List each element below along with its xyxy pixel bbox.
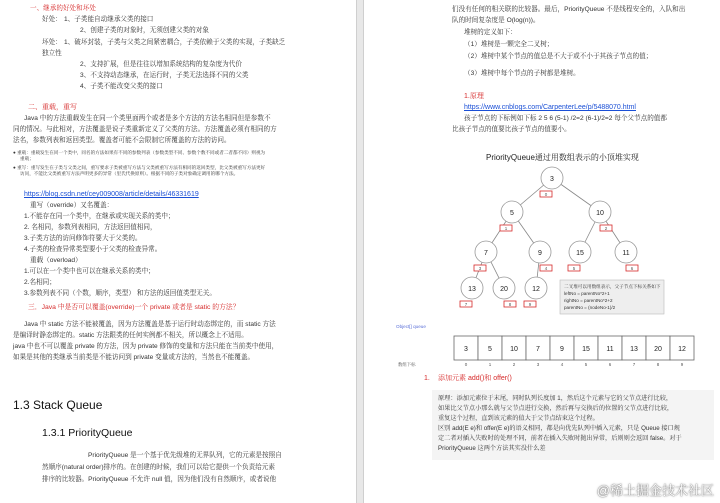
add-para-line: 重复这个过程，直到该元素的值大于父节点结束这个过程。 (438, 415, 599, 422)
static-para-line: Java 中 static 方法不能被覆盖，因为方法覆盖是基于运行时动态绑定的，而 static 方法 (24, 321, 276, 328)
pq-para-line: 然顺序(natural order)排序的。在创建的时候，我们可以给它提供一个负责给元素 (42, 464, 275, 471)
override-rule: 4.子类的检查异常类型要小于父类的检查异常。 (24, 246, 162, 253)
tree-index-label: 0 (544, 192, 548, 197)
drawback-label: 坏处： (42, 39, 62, 46)
heap-diagram (364, 160, 720, 370)
figure-title: PriorityQueue通过用数组表示的小顶堆实现 (486, 153, 639, 162)
array-cell-value: 3 (464, 346, 468, 353)
static-para-line: java 中也不可以覆盖 private 的方法，因为 private 修饰的变量和方法只能在当前类中使用， (13, 343, 279, 350)
bullet-override (13, 165, 265, 177)
formula-line: parentNo = (nodeNo-1)/2 (564, 305, 616, 310)
add-heading: 添加元素 add()和 offer() (438, 375, 512, 382)
tree-index-label: 3 (478, 266, 482, 271)
principle-para-line: 比孩子节点的值要比孩子节点的值要小。 (452, 126, 571, 133)
overload-title: 重载（overload） (30, 257, 82, 264)
heap-def-item: （1）堆树是一颗完全二叉树； (464, 41, 554, 48)
drawback-item: 4、子类不能改变父类的接口 (80, 83, 163, 90)
array-cell-value: 7 (536, 346, 540, 353)
watermark: @稀土掘金技术社区 (596, 483, 714, 498)
array-index: 2 (512, 362, 516, 367)
tree-index-label: 5 (572, 266, 576, 271)
tree-index-label: 9 (528, 302, 532, 307)
benefit-item: 1、子类能自动继承父类的接口 (64, 16, 154, 23)
bullet-dot-icon: ● (13, 150, 16, 155)
overload-rule: 3.参数列表不同（个数，顺序，类型） 和方法的返回值类型无关。 (24, 290, 216, 297)
override-para-line: 同的情况。与此相对，方法覆盖是说子类重新定义了父类的方法。方法覆盖必须有相同的方 (13, 126, 277, 133)
array-cell-value: 5 (488, 346, 492, 353)
drawback-item: 3、不支持动态继承，在运行时，子类无法选择不同的父类 (80, 72, 249, 79)
benefit-item: 2、创建子类的对象时，无须创建父类的对象 (80, 27, 209, 34)
tree-index-label: 8 (508, 302, 512, 307)
bullet-text: 访问，不能比父类被重写方法声明更多的异常（里氏代换原则）。根据不同的子类对象确定调用的哪个方法。 (20, 171, 239, 176)
section-title: 1.3 Stack Queue (13, 398, 103, 412)
tree-node-value: 7 (484, 250, 488, 257)
array-index: 9 (680, 362, 684, 367)
bullet-text: 重写：重写发生在子类与父类之间，重写要求子类被重写方法与父类被重写方法有相同的返回类型，比父类被重写方法更好 (17, 165, 266, 170)
principle-para-line: 孩子节点的下标例如下标 2 5 6 (5-1) /2=2 (6-1)/2=2 每个父节点的值都 (464, 115, 667, 122)
tree-node-value: 9 (538, 250, 542, 257)
heap-def-item: （2）堆树中某个节点的值总是不大于或不小于其孩子节点的值； (464, 53, 653, 60)
benefit-label: 好处： (42, 16, 62, 23)
overload-rule: 2.名相同； (24, 279, 56, 286)
array-index: 4 (560, 362, 564, 367)
array-index: 3 (536, 362, 540, 367)
reference-link[interactable]: https://blog.csdn.net/cey009008/article/details/46331619 (24, 191, 199, 198)
array-cell-value: 15 (582, 346, 590, 353)
add-para-line: 原理：添加元素位于末尾，同时队列长度加 1，然后这个元素与它的父节点进行比较， (438, 395, 673, 402)
tree-node-value: 20 (500, 286, 508, 293)
override-rules-title: 重写（override）又名覆盖： (30, 202, 114, 209)
tree-index-label: 7 (464, 302, 468, 307)
top-para-line: 队的时间复杂度是 O(log(n))。 (452, 17, 540, 24)
tree-node-value: 11 (622, 250, 630, 257)
subsection-title: 1.3.1 PriorityQueue (42, 427, 133, 439)
tree-index-label: 2 (604, 226, 608, 231)
override-para-line: 法名，参数列表和返回类型。覆盖者可能不会限制它所覆盖的方法的访问。 (13, 137, 231, 144)
array-index: 5 (584, 362, 588, 367)
add-para-line: 区别 add(E e)和 offer(E e)的语义相同，都是向优先队列中插入元素，只是 Queue 接口规 (438, 425, 680, 432)
array-cell-value: 12 (678, 346, 686, 353)
override-rule: 3.子类方法的访问修饰符要大于父类的。 (24, 235, 142, 242)
principle-link[interactable]: https://www.cnblogs.com/CarpenterLee/p/5488070.html (464, 104, 636, 111)
bullet-text: 重载； (20, 156, 34, 161)
array-index: 8 (656, 362, 660, 367)
formula-line: leftNo = parentNo*2+1 (564, 291, 610, 296)
array-index: 6 (608, 362, 612, 367)
array-index: 1 (488, 362, 492, 367)
add-heading-number: 1. (424, 375, 430, 382)
pq-para-line: PriorityQueue 是一个基于优先级堆的无界队列，它的元素是按照自 (88, 452, 282, 459)
overload-rule: 1.可以在一个类中也可以在继承关系的类中； (24, 268, 155, 275)
drawback-item: 独立性 (42, 50, 62, 57)
array-row-label: 数组下标 (398, 362, 416, 367)
add-para-line: 如果比父节点小那么就与父节点进行交换，然后再与交换后的位置的父节点进行比较， (438, 405, 674, 412)
array-label: Object[] queue (396, 324, 426, 329)
drawback-item: 2、支持扩展，但是往往以增加系统结构的复杂度为代价 (80, 61, 242, 68)
static-para-line: 如果是其他的类继承当前类是不能访问到 private 变量或方法的，当然也不能覆盖。 (13, 354, 255, 361)
principle-heading: 1.原理 (464, 93, 484, 100)
page-gutter (356, 0, 364, 503)
heap-def-item: （3）堆树中每个节点的子树都是堆树。 (464, 70, 580, 77)
tree-node-value: 5 (510, 210, 514, 217)
tree-node-value: 15 (576, 250, 584, 257)
static-para-line: 是编译时静态绑定的。static 方法跟类的任何实例都不相关，所以概念上不适用。 (13, 332, 248, 339)
bullet-dot-icon: ● (13, 165, 16, 170)
tree-index-label: 1 (504, 226, 508, 231)
array-row (396, 324, 694, 368)
array-cell-value: 10 (510, 346, 518, 353)
tree-node-value: 3 (550, 176, 554, 183)
heap-def-title: 堆树的定义如下： (464, 29, 517, 36)
array-cell-value: 20 (654, 346, 662, 353)
inherit-heading: 一、继承的好处和坏处 (30, 5, 96, 12)
array-cell-value: 9 (560, 346, 564, 353)
array-cell-value: 13 (630, 346, 638, 353)
formula-box (560, 280, 664, 314)
top-para-line: 们没有任何的相关联的比较器。最后，PriorityQueue 不是线程安全的，入队和出 (452, 6, 686, 13)
tree-node-value: 12 (532, 286, 540, 293)
array-index: 0 (464, 362, 468, 367)
right-page (364, 0, 720, 503)
array-index: 7 (632, 362, 636, 367)
add-para-line: 定二者对插入失败时的处理不同，前者在插入失败时抛出异常，后则则会返回 false。对于 (438, 435, 682, 442)
tree-node-value: 13 (468, 286, 476, 293)
tree-index-label: 4 (544, 266, 548, 271)
tree-node-value: 10 (596, 210, 604, 217)
override-rule: 2. 名相同，参数列表相同，方法返回值相同， (24, 224, 157, 231)
bullet-overload (13, 150, 265, 162)
formula-line: rightNo = parentNo*2+2 (564, 298, 613, 303)
drawback-item: 1、破坏封装，子类与父类之间紧密耦合，子类依赖于父类的实现，子类缺乏 (64, 39, 286, 46)
left-page (0, 0, 356, 503)
override-heading: 二、重载，重写 (28, 104, 77, 111)
array-cell-value: 11 (606, 346, 614, 353)
formula-line: 二叉堆可以用数组表示，父子节点下标关系如下 (564, 284, 661, 289)
add-para-line: PriorityQueue 这两个方法其实没什么差 (438, 445, 546, 452)
pq-para-line: 排序的比较器。PriorityQueue 不允许 null 值，因为他们没有自然顺序，或者说他 (42, 476, 277, 483)
tree-index-label: 6 (630, 266, 634, 271)
override-para-line: Java 中的方法重载发生在同一个类里面两个或者是多个方法的方法名相同但是参数不 (24, 115, 271, 122)
bullet-text: 重载：重载发生在同一个类中，同名的方法如果有不同的参数列表（参数类型不同、参数个数不同或者二者都不同）则视为 (17, 150, 266, 155)
override-rule: 1.不能存在同一个类中，在继承或实现关系的类中； (24, 213, 175, 220)
static-heading: 三．Java 中是否可以覆盖(override)一个 private 或者是 static 的方法？ (28, 304, 240, 311)
